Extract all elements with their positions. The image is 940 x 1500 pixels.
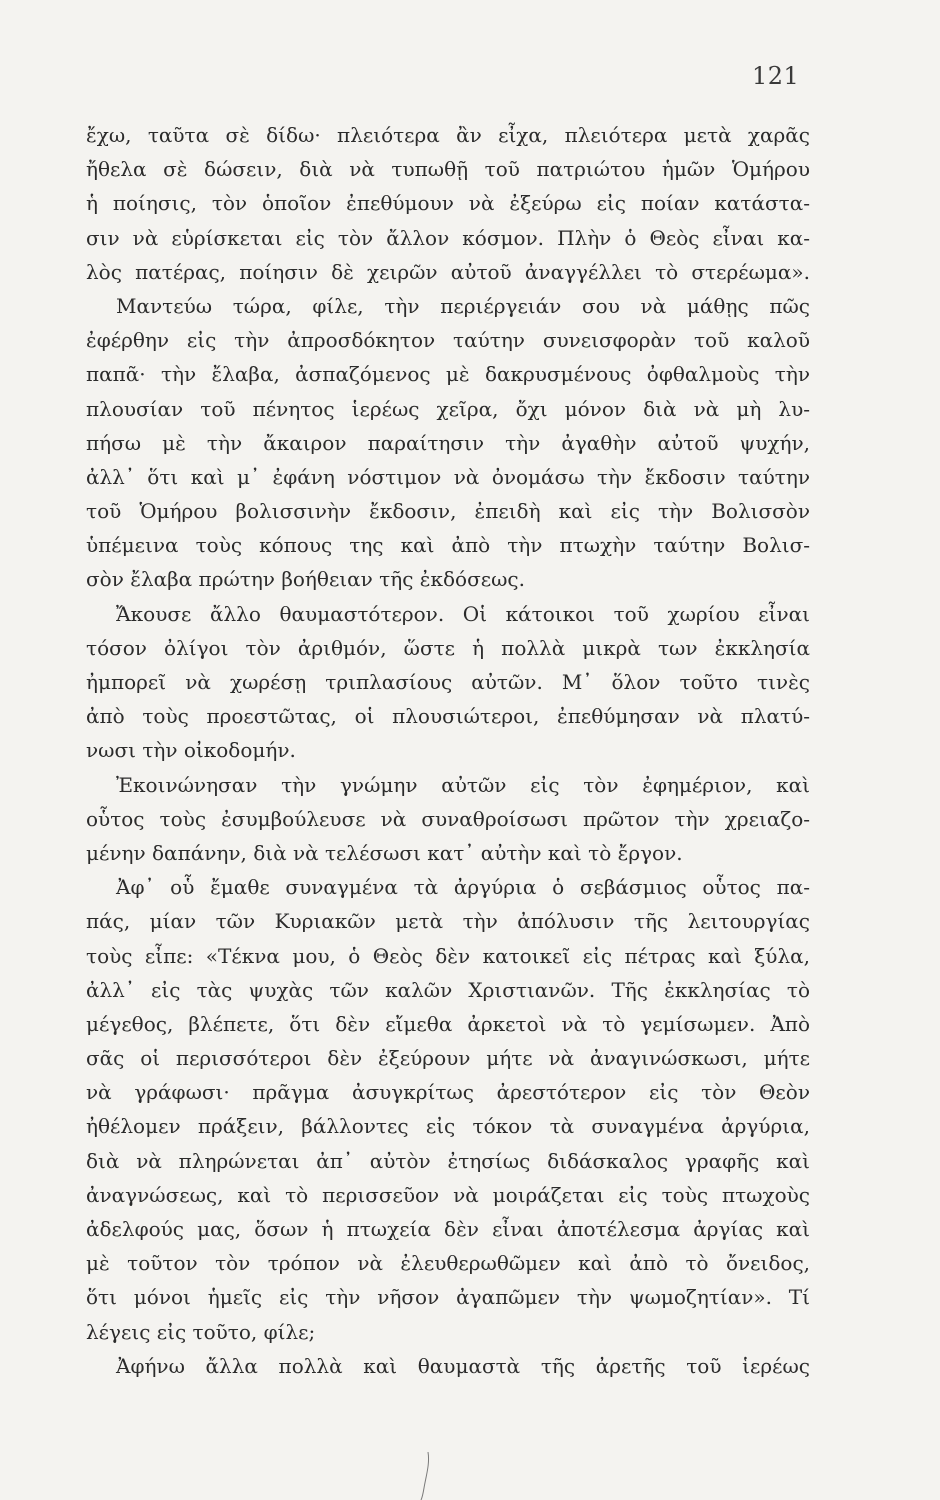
paragraph-start-line: Μαντεύω τώρα, φίλε, τὴν περιέργειάν σου νὰ μάθῃς πῶς: [116, 293, 810, 318]
text-line: ἡ ποίησις, τὸν ὁποῖον ἐπεθύμουν νὰ ἐξεύρω εἰς ποίαν κατάστα-: [86, 191, 810, 216]
text-line: τόσον ὀλίγοι τὸν ἀριθμόν, ὥστε ἡ πολλὰ μικρὰ των ἐκκλησία: [86, 635, 810, 660]
page-number: 121: [752, 62, 800, 90]
text-line: ἀλλ᾿ εἰς τὰς ψυχὰς τῶν καλῶν Χριστιανῶν. Τῆς ἐκκλησίας τὸ: [86, 977, 810, 1002]
text-line: ἠμπορεῖ νὰ χωρέσῃ τριπλασίους αὐτῶν. Μ᾿ ὅλον τοῦτο τινὲς: [86, 670, 810, 694]
text-line: νὰ γράφωσι· πρᾶγμα ἀσυγκρίτως ἀρεστότερον εἰς τὸν Θεὸν: [86, 1080, 810, 1105]
text-line: πλουσίαν τοῦ πένητος ἱερέως χεῖρα, ὄχι μόνον διὰ νὰ μὴ λυ-: [86, 396, 810, 421]
text-line: πάς, μίαν τῶν Κυριακῶν μετὰ τὴν ἀπόλυσιν τῆς λειτουργίας: [86, 909, 810, 934]
text-line: μὲ τοῦτον τὸν τρόπον νὰ ἐλευθερωθῶμεν καὶ ἀπὸ τὸ ὄνειδος,: [86, 1251, 810, 1276]
paragraph-end-line: νωσι τὴν οἰκοδομήν.: [86, 738, 296, 763]
paragraph-start-line: Ἀφ᾿ οὗ ἔμαθε συναγμένα τὰ ἀργύρια ὁ σεβάσμιος οὗτος πα-: [116, 875, 810, 900]
text-line: τοὺς εἶπε: «Τέκνα μου, ὁ Θεὸς δὲν κατοικεῖ εἰς πέτρας καὶ ξύλα,: [86, 943, 810, 968]
text-line: οὗτος τοὺς ἐσυμβούλευσε νὰ συναθροίσωσι πρῶτον τὴν χρειαζο-: [86, 806, 810, 831]
paragraph-end-line: μένην δαπάνην, διὰ νὰ τελέσωσι κατ᾿ αὐτὴν καὶ τὸ ἔργον.: [86, 840, 683, 865]
text-line: μέγεθος, βλέπετε, ὅτι δὲν εἴμεθα ἀρκετοὶ νὰ τὸ γεμίσωμεν. Ἀπὸ: [86, 1011, 810, 1036]
text-line: ἔχω, ταῦτα σὲ δίδω· πλειότερα ἂν εἶχα, πλειότερα μετὰ χαρᾶς: [86, 123, 810, 147]
text-line: σιν νὰ εὑρίσκεται εἰς τὸν ἄλλον κόσμον. Πλὴν ὁ Θεὸς εἶναι κα-: [86, 225, 810, 250]
text-line: ἤθελα σὲ δώσειν, διὰ νὰ τυπωθῇ τοῦ πατριώτου ἡμῶν Ὁμήρου: [86, 157, 810, 182]
text-line: λὸς πατέρας, ποίησιν δὲ χειρῶν αὐτοῦ ἀναγγέλλει τὸ στερέωμα».: [86, 259, 810, 284]
body-text: [86, 118, 810, 1383]
pencil-stroke-mark: [418, 1452, 434, 1500]
text-line: ἀπὸ τοὺς προεστῶτας, οἱ πλουσιώτεροι, ἐπεθύμησαν νὰ πλατύ-: [86, 704, 810, 729]
text-line: ἀναγνώσεως, καὶ τὸ περισσεῦον νὰ μοιράζεται εἰς τοὺς πτωχοὺς: [86, 1182, 810, 1207]
paragraph-start-line: Ἄκουσε ἄλλο θαυμαστότερον. Οἱ κάτοικοι τοῦ χωρίου εἶναι: [116, 601, 810, 626]
text-line: διὰ νὰ πληρώνεται ἀπ᾿ αὐτὸν ἐτησίως διδάσκαλος γραφῆς καὶ: [86, 1148, 810, 1173]
text-line: τοῦ Ὁμήρου βολισσινὴν ἔκδοσιν, ἐπειδὴ καὶ εἰς τὴν Βολισσὸν: [86, 499, 810, 524]
text-line: ὅτι μόνοι ἡμεῖς εἰς τὴν νῆσον ἀγαπῶμεν τὴν ψωμοζητίαν». Τί: [86, 1285, 810, 1310]
paragraph-end-line: σὸν ἔλαβα πρώτην βοήθειαν τῆς ἐκδόσεως.: [86, 567, 525, 592]
paragraph-end-line: λέγεις εἰς τοῦτο, φίλε;: [86, 1319, 316, 1344]
text-line: πήσω μὲ τὴν ἄκαιρον παραίτησιν τὴν ἀγαθὴν αὐτοῦ ψυχήν,: [86, 430, 810, 455]
text-line: ἀλλ᾿ ὅτι καὶ μ᾿ ἐφάνη νόστιμον νὰ ὀνομάσω τὴν ἔκδοσιν ταύτην: [86, 464, 810, 489]
paragraph-start-line: Ἀφήνω ἄλλα πολλὰ καὶ θαυμαστὰ τῆς ἀρετῆς τοῦ ἱερέως: [116, 1353, 810, 1378]
paragraph-start-line: Ἐκοινώνησαν τὴν γνώμην αὐτῶν εἰς τὸν ἐφημέριον, καὶ: [116, 772, 810, 797]
text-line: ἀδελφούς μας, ὅσων ἡ πτωχεία δὲν εἶναι ἀποτέλεσμα ἀργίας καὶ: [86, 1217, 810, 1241]
text-line: ἐφέρθην εἰς τὴν ἀπροσδόκητον ταύτην συνεισφορὰν τοῦ καλοῦ: [86, 328, 810, 353]
text-line: σᾶς οἱ περισσότεροι δὲν ἐξεύρουν μήτε νὰ ἀναγινώσκωσι, μήτε: [86, 1046, 810, 1071]
text-line: ἠθέλομεν πράξειν, βάλλοντες εἰς τόκον τὰ συναγμένα ἀργύρια,: [86, 1114, 810, 1139]
text-line: παπᾶ· τὴν ἔλαβα, ἀσπαζόμενος μὲ δακρυσμένους ὀφθαλμοὺς τὴν: [86, 362, 810, 387]
text-line: ὑπέμεινα τοὺς κόπους της καὶ ἀπὸ τὴν πτωχὴν ταύτην Βολισ-: [86, 533, 810, 558]
